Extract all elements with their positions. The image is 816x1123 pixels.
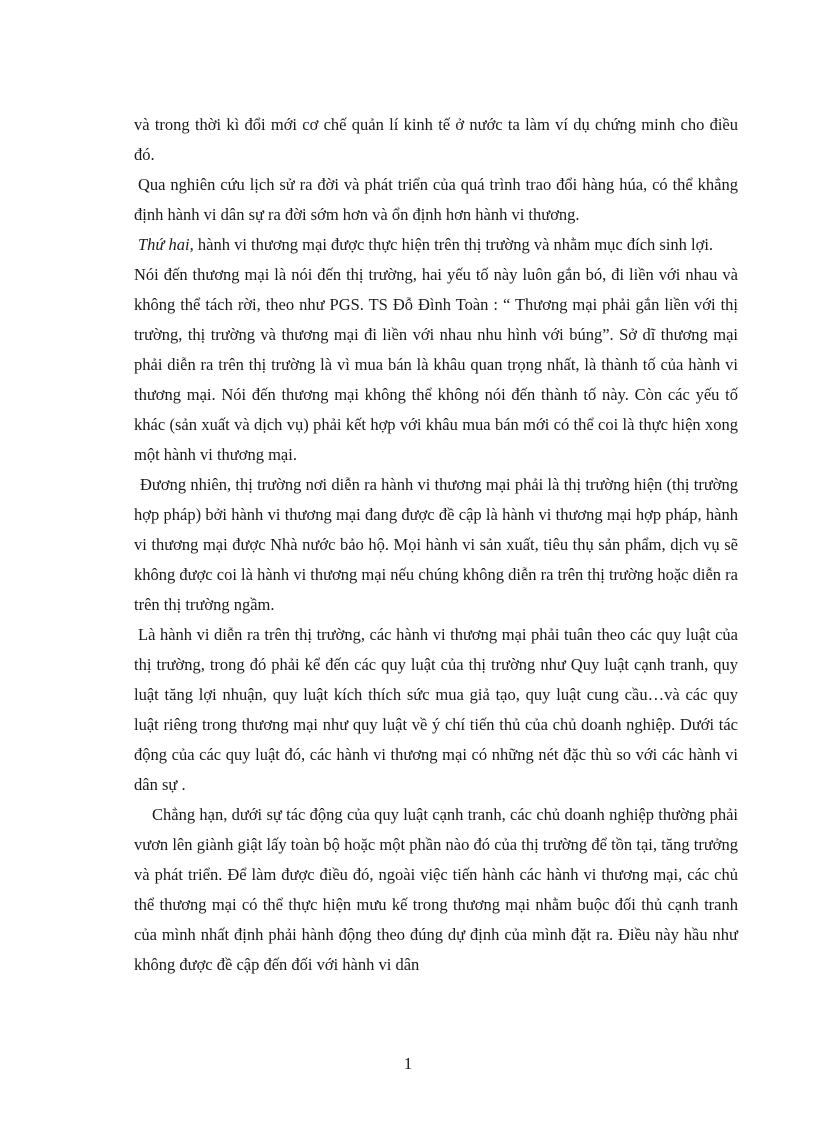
- ordinal-label: Thứ hai,: [138, 235, 194, 254]
- paragraph-6: Là hành vi diễn ra trên thị trường, các hành vi thương mại phải tuân theo các quy luật của thị trường, trong đó phải kể đến các quy luật của thị trường như Quy luật cạnh tranh, quy luật tăng lợi nhuận, quy luật kích thích sức mua giả tạo, quy luật cung cầu…và các quy luật riêng trong thương mại như quy luật về ý chí tiến thủ của chủ doanh nghiệp. Dưới tác động của các quy luật đó, các hành vi thương mại có những nét đặc thù so với các hành vi dân sự .: [134, 625, 738, 794]
- paragraph-4: Nói đến thương mại là nói đến thị trường, hai yếu tố này luôn gắn bó, đi liền với nhau và không thể tách rời, theo như PGS. TS Đỗ Đình Toàn : “ Thương mại phải gắn liền với thị trường, thị trường và thương mại đi liền với nhau nhu hình với búng”. Sở dĩ thương mại phải diễn ra trên thị trường là vì mua bán là khâu quan trọng nhất, là thành tố của hành vi thương mại. Nói đến thương mại không thể không nói đến thành tố này. Còn các yếu tố khác (sản xuất và dịch vụ) phải kết hợp với khâu mua bán mới có thể coi là thực hiện xong một hành vi thương mại.: [134, 265, 738, 464]
- paragraph-7: Chẳng hạn, dưới sự tác động của quy luật cạnh tranh, các chủ doanh nghiệp thường phải vươn lên giành giật lấy toàn bộ hoặc một phần nào đó của thị trường để tồn tại, tăng trưởng và phát triển. Để làm được điều đó, ngoài việc tiến hành các hành vi thương mại, các chủ thể thương mại có thể thực hiện mưu kế trong thương mại nhằm buộc đối thủ cạnh tranh của mình nhất định phải hành động theo đúng dự định của mình đặt ra. Điều này hầu như không được đề cập đến đối với hành vi dân: [134, 805, 738, 974]
- paragraph-1: và trong thời kì đổi mới cơ chế quản lí kinh tế ở nước ta làm ví dụ chứng minh cho điều đó.: [134, 115, 738, 164]
- paragraph-3-text: hành vi thương mại được thực hiện trên thị trường và nhằm mục đích sinh lợi.: [193, 235, 714, 254]
- paragraph-5: Đương nhiên, thị trường nơi diễn ra hành vi thương mại phải là thị trường hiện (thị trường hợp pháp) bởi hành vi thương mại đang được đề cập là hành vi thương mại hợp pháp, hành vi thương mại được Nhà nước bảo hộ. Mọi hành vi sản xuất, tiêu thụ sản phẩm, dịch vụ sẽ không được coi là hành vi thương mại nếu chúng không diễn ra trên thị trường hoặc diễn ra trên thị trường ngầm.: [134, 475, 738, 614]
- paragraph-2: Qua nghiên cứu lịch sử ra đời và phát triển của quá trình trao đổi hàng húa, có thể khẳng định hành vi dân sự ra đời sớm hơn và ổn định hơn hành vi thương.: [134, 175, 738, 224]
- document-body: [134, 110, 738, 980]
- paragraph-3: [134, 230, 738, 260]
- page-number: 1: [403, 1054, 413, 1073]
